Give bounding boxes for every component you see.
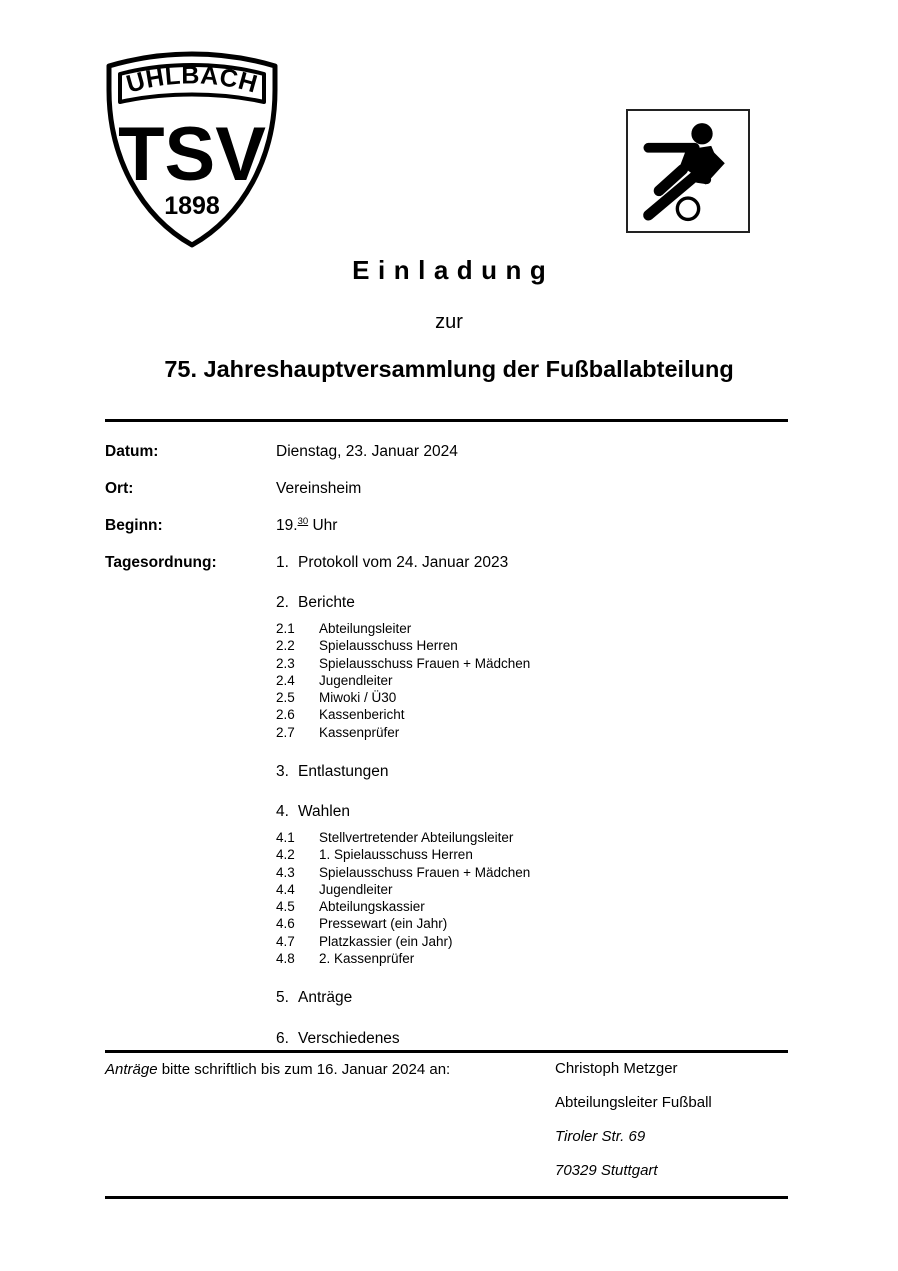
agenda-item-label: Verschiedenes [298,1029,400,1047]
agenda-subitem [276,689,805,706]
detail-value-datum: Dienstag, 23. Januar 2024 [276,443,458,460]
agenda-subitem-number: 4.6 [276,916,295,932]
agenda-subitem-label: Jugendleiter [319,672,393,688]
agenda-subitem [276,933,805,950]
agenda-list [276,554,805,1071]
deadline-note [105,1060,555,1079]
agenda-subitem-label: Miwoki / Ü30 [319,690,397,706]
title-block [0,256,898,383]
agenda-item-label: Protokoll vom 24. Januar 2023 [298,553,509,571]
agenda-subitem-label: Pressewart (ein Jahr) [319,916,448,932]
agenda-subitem [276,724,805,741]
agenda-item-label: Berichte [298,594,355,612]
agenda-item-number: 5. [276,989,289,1007]
detail-row-datum [105,443,805,462]
agenda-subitem-label: Stellvertretender Abteilungsleiter [319,830,514,846]
contact-block [555,1060,805,1180]
beginn-minutes-superscript: 30 [297,516,309,528]
agenda-item [276,554,805,573]
agenda-subitem-label: Kassenprüfer [319,724,400,740]
agenda-subitem-number: 2.3 [276,655,295,671]
agenda-subitem-label: Abteilungsleiter [319,620,412,636]
agenda-subitem-number: 2.2 [276,638,295,654]
football-pictogram-box [626,109,750,233]
footer-block [105,1060,805,1180]
agenda-subitem [276,950,805,967]
agenda-subitem [276,915,805,932]
agenda-subitem [276,672,805,689]
agenda-subitem-number: 2.5 [276,690,295,706]
agenda-subitem-number: 4.4 [276,881,295,897]
crest-banner-text: UHLBACH [123,61,261,99]
agenda-subitem-label: Abteilungskassier [319,899,425,915]
agenda-item-label: Anträge [298,989,353,1007]
agenda-item [276,803,805,822]
agenda-subitem [276,864,805,881]
contact-name: Christoph Metzger [555,1060,678,1077]
agenda-item-label: Wahlen [298,803,350,821]
agenda-sublist [276,829,805,967]
agenda-subitem-number: 4.8 [276,950,295,966]
agenda-subitem-number: 4.1 [276,830,295,846]
crest-year: 1898 [164,192,220,220]
contact-city: 70329 Stuttgart [555,1162,658,1179]
agenda-subitem-number: 4.5 [276,899,295,915]
agenda-subitem-label: Platzkassier (ein Jahr) [319,933,453,949]
agenda-subitem [276,881,805,898]
agenda-subitem-label: Kassenbericht [319,707,405,723]
agenda-subitem [276,637,805,654]
agenda-subitem-number: 2.7 [276,724,295,740]
detail-row-ort [105,480,805,499]
agenda-subitem-number: 4.7 [276,933,295,949]
agenda-label: Tagesordnung: [105,553,217,571]
page-title-main: 75. Jahreshauptversammlung der Fußballabteilung [164,355,734,382]
agenda-item-number: 2. [276,594,289,612]
detail-label-beginn: Beginn: [105,517,163,535]
agenda-subitem-label: Spielausschuss Herren [319,638,458,654]
agenda-subitem [276,846,805,863]
agenda-item [276,763,805,782]
agenda-subitem-label: Spielausschuss Frauen + Mädchen [319,655,531,671]
deadline-emphasis: Anträge [105,1061,158,1078]
deadline-text: bitte schriftlich bis zum 16. Januar 2024 an: [157,1061,451,1078]
detail-label-datum: Datum: [105,443,159,460]
details-and-agenda [105,443,805,1070]
detail-value-ort: Vereinsheim [276,479,362,497]
agenda-subitem-number: 2.1 [276,620,295,636]
agenda-item [276,594,805,613]
agenda-item-number: 6. [276,1029,289,1047]
agenda-subitem-number: 4.3 [276,864,295,880]
contact-role: Abteilungsleiter Fußball [555,1094,712,1111]
detail-row-beginn [105,516,805,536]
detail-value-beginn [276,516,337,536]
agenda-item-label: Entlastungen [298,762,389,780]
agenda-block [105,554,805,1071]
page-title-einladung: Einladung [352,255,555,285]
agenda-item-number: 1. [276,553,289,571]
agenda-subitem-label: Spielausschuss Frauen + Mädchen [319,864,531,880]
contact-street: Tiroler Str. 69 [555,1128,646,1145]
agenda-item [276,1030,805,1049]
divider-bottom [105,1196,788,1199]
page-title-zur: zur [435,310,463,333]
agenda-subitem-number: 2.6 [276,707,295,723]
agenda-subitem [276,655,805,672]
detail-label-ort: Ort: [105,479,134,497]
agenda-subitem-label: Jugendleiter [319,881,393,897]
agenda-subitem [276,706,805,723]
agenda-subitem [276,829,805,846]
agenda-subitem-number: 4.2 [276,847,295,863]
agenda-subitem [276,620,805,637]
agenda-item-number: 3. [276,762,289,780]
agenda-subitem-number: 2.4 [276,672,295,688]
beginn-hour: 19. [276,517,298,535]
agenda-item [276,989,805,1008]
agenda-subitem-label: 1. Spielausschuss Herren [319,847,473,863]
agenda-subitem [276,898,805,915]
club-crest-logo [103,48,281,248]
beginn-unit: Uhr [308,517,338,535]
divider-top [105,419,788,422]
football-player-icon [628,111,748,231]
agenda-item-number: 4. [276,803,289,821]
agenda-sublist [276,620,805,741]
agenda-subitem-label: 2. Kassenprüfer [319,950,415,966]
crest-initials: TSV [118,112,266,197]
